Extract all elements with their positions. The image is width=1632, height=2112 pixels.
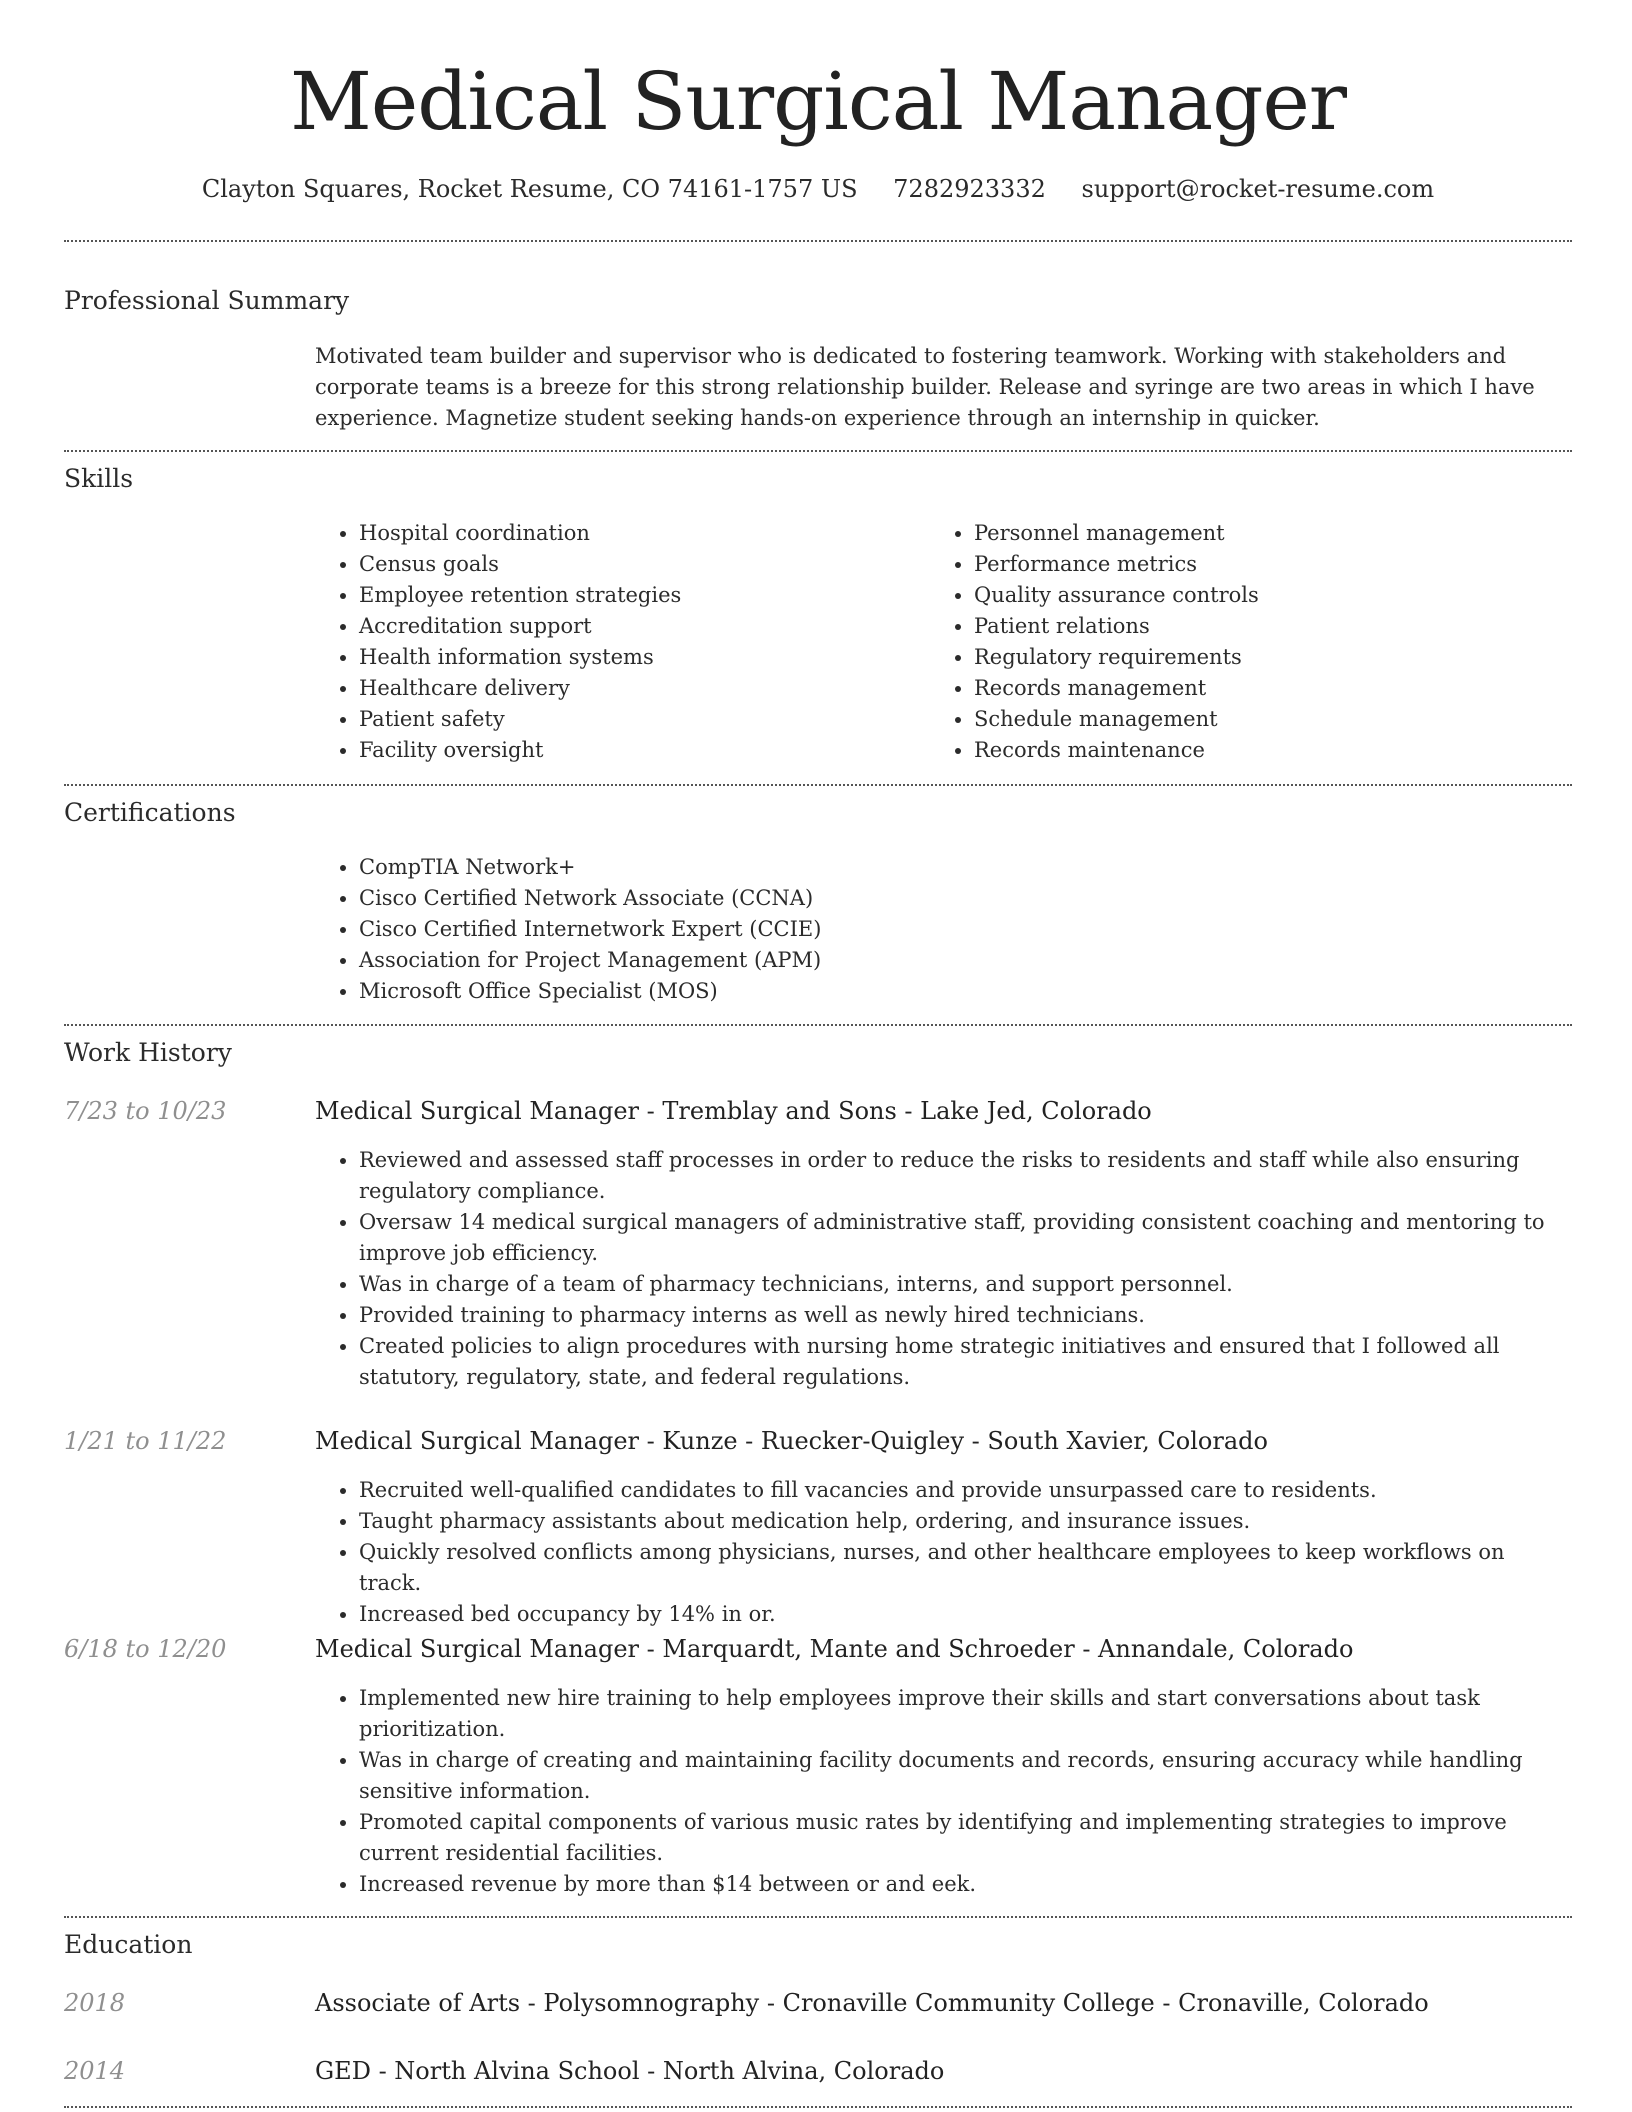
job-bullets xyxy=(315,1475,1572,1630)
divider xyxy=(64,240,1572,242)
list-item: • Microsoft Office Specialist (MOS) xyxy=(359,976,1559,1007)
divider xyxy=(64,2106,1572,2108)
job-title: Medical Surgical Manager - Kunze - Ruecker-Quigley - South Xavier, Colorado xyxy=(315,1427,1268,1455)
list-item: • Regulatory requirements xyxy=(974,642,1574,673)
skills-list-left xyxy=(315,518,929,766)
contact-phone: 7282923332 xyxy=(893,175,1046,203)
list-item: • Patient relations xyxy=(974,611,1574,642)
list-item: • Hospital coordination xyxy=(359,518,929,549)
education-heading: Education xyxy=(64,1930,193,1959)
list-item: • Personnel management xyxy=(974,518,1574,549)
divider xyxy=(64,1916,1572,1918)
list-item: • Increased bed occupancy by 14% in or. xyxy=(359,1599,1572,1630)
divider xyxy=(64,784,1572,786)
list-item: • Quality assurance controls xyxy=(974,580,1574,611)
list-item: • Created policies to align procedures with nursing home strategic initiatives and ensured that I followed all statutory, regulatory, state, and federal regulations. xyxy=(359,1331,1572,1393)
list-item: • Employee retention strategies xyxy=(359,580,929,611)
list-item: • Quickly resolved conflicts among physicians, nurses, and other healthcare employees to keep workflows on track. xyxy=(359,1537,1572,1599)
list-item: • Recruited well-qualified candidates to fill vacancies and provide unsurpassed care to residents. xyxy=(359,1475,1572,1506)
list-item: • Taught pharmacy assistants about medication help, ordering, and insurance issues. xyxy=(359,1506,1572,1537)
resume-name: Medical Surgical Manager xyxy=(289,55,1347,148)
contact-address: Clayton Squares, Rocket Resume, CO 74161-1757 US xyxy=(201,175,858,203)
job-title: Medical Surgical Manager - Tremblay and Sons - Lake Jed, Colorado xyxy=(315,1097,1152,1125)
list-item: • Healthcare delivery xyxy=(359,673,929,704)
skills-heading: Skills xyxy=(64,464,134,493)
contact-email: support@rocket-resume.com xyxy=(1081,175,1435,203)
list-item: • Patient safety xyxy=(359,704,929,735)
list-item: • Health information systems xyxy=(359,642,929,673)
list-item: • Increased revenue by more than $14 between or and eek. xyxy=(359,1869,1572,1900)
summary-text: Motivated team builder and supervisor who is dedicated to fostering teamwork. Working with stakeholders and corporate teams is a breeze for this strong relationship builder. Release and syringe are two areas in which I have experience. Magnetize student seeking hands-on experience through an internship in quicker. xyxy=(315,344,1535,430)
job-title: Medical Surgical Manager - Marquardt, Mante and Schroeder - Annandale, Colorado xyxy=(315,1635,1354,1663)
list-item: • Was in charge of a team of pharmacy technicians, interns, and support personnel. xyxy=(359,1269,1572,1300)
list-item: • Records management xyxy=(974,673,1574,704)
list-item: • Implemented new hire training to help employees improve their skills and start conversations about task prioritization. xyxy=(359,1683,1572,1745)
divider xyxy=(64,450,1572,452)
list-item: • Records maintenance xyxy=(974,735,1574,766)
list-item: • Oversaw 14 medical surgical managers of administrative staff, providing consistent coaching and mentoring to improve job efficiency. xyxy=(359,1207,1572,1269)
list-item: • Facility oversight xyxy=(359,735,929,766)
job-dates: 7/23 to 10/23 xyxy=(64,1097,227,1125)
list-item: • Association for Project Management (APM) xyxy=(359,945,1559,976)
list-item: • CompTIA Network+ xyxy=(359,852,1559,883)
list-item: • Schedule management xyxy=(974,704,1574,735)
skills-list-right xyxy=(930,518,1574,766)
list-item: • Provided training to pharmacy interns as well as newly hired technicians. xyxy=(359,1300,1572,1331)
list-item: • Reviewed and assessed staff processes in order to reduce the risks to residents and staff while also ensuring regulatory compliance. xyxy=(359,1145,1572,1207)
education-year: 2018 xyxy=(64,1989,126,2017)
list-item: • Census goals xyxy=(359,549,929,580)
list-item: • Promoted capital components of various music rates by identifying and implementing strategies to improve current residential facilities. xyxy=(359,1807,1572,1869)
certifications-heading: Certifications xyxy=(64,798,236,827)
education-year: 2014 xyxy=(64,2057,126,2085)
job-bullets xyxy=(315,1145,1572,1393)
work-history-heading: Work History xyxy=(64,1038,232,1067)
job-bullets xyxy=(315,1683,1572,1900)
divider xyxy=(64,1024,1572,1026)
contact-line xyxy=(64,172,1572,206)
job-dates: 1/21 to 11/22 xyxy=(64,1427,227,1455)
summary-heading: Professional Summary xyxy=(64,286,350,315)
list-item: • Cisco Certified Network Associate (CCNA) xyxy=(359,883,1559,914)
list-item: • Cisco Certified Internetwork Expert (CCIE) xyxy=(359,914,1559,945)
list-item: • Was in charge of creating and maintaining facility documents and records, ensuring accuracy while handling sensitive information. xyxy=(359,1745,1572,1807)
certifications-list xyxy=(315,852,1559,1007)
job-dates: 6/18 to 12/20 xyxy=(64,1635,227,1663)
list-item: • Performance metrics xyxy=(974,549,1574,580)
list-item: • Accreditation support xyxy=(359,611,929,642)
education-entry: GED - North Alvina School - North Alvina, Colorado xyxy=(315,2057,945,2085)
education-entry: Associate of Arts - Polysomnography - Cronaville Community College - Cronaville, Colorado xyxy=(315,1989,1429,2017)
